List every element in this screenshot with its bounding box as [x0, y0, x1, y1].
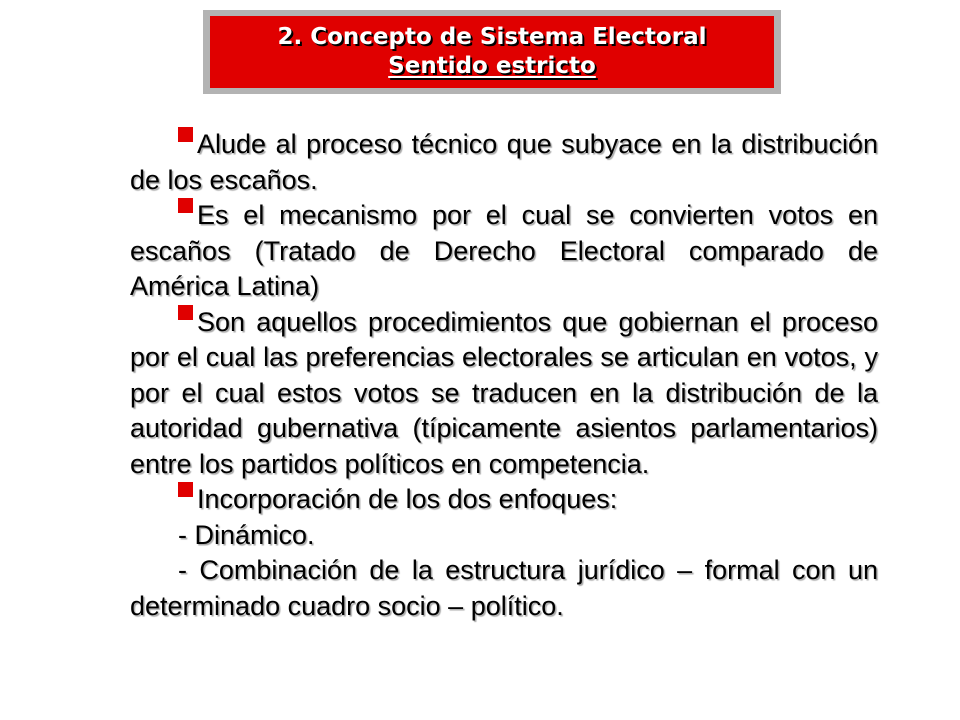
- sub-item: - Combinación de la estructura jurídico – formal con un determinado cuadro socio – político.: [130, 555, 878, 621]
- slide-body: [130, 127, 878, 624]
- bullet-text: Es el mecanismo por el cual se convierten votos en escaños (Tratado de Derecho Electoral comparado de América Latina): [130, 200, 878, 301]
- sub-item: - Dinámico.: [178, 519, 315, 550]
- bullet-item: [130, 198, 878, 305]
- square-bullet-icon: [178, 305, 193, 320]
- title-banner: [210, 16, 774, 88]
- title-frame: [203, 10, 781, 94]
- square-bullet-icon: [178, 127, 193, 142]
- bullet-text: Son aquellos procedimientos que gobiernan el proceso por el cual las preferencias electorales se articulan en votos, y por el cual estos votos se traducen en la distribución de la autoridad gubernativa (típicamente asientos parlamentarios) entre los partidos políticos en competencia.: [130, 306, 878, 479]
- bullet-item: [130, 127, 878, 198]
- square-bullet-icon: [178, 198, 193, 213]
- bullet-text: Alude al proceso técnico que subyace en la distribución de los escaños.: [130, 129, 878, 195]
- slide-title: 2. Concepto de Sistema Electoral: [277, 24, 707, 50]
- square-bullet-icon: [178, 482, 193, 497]
- bullet-item: [130, 482, 878, 518]
- bullet-text: Incorporación de los dos enfoques:: [197, 484, 618, 514]
- bullet-item: [130, 305, 878, 483]
- slide-subtitle: Sentido estricto: [388, 53, 596, 79]
